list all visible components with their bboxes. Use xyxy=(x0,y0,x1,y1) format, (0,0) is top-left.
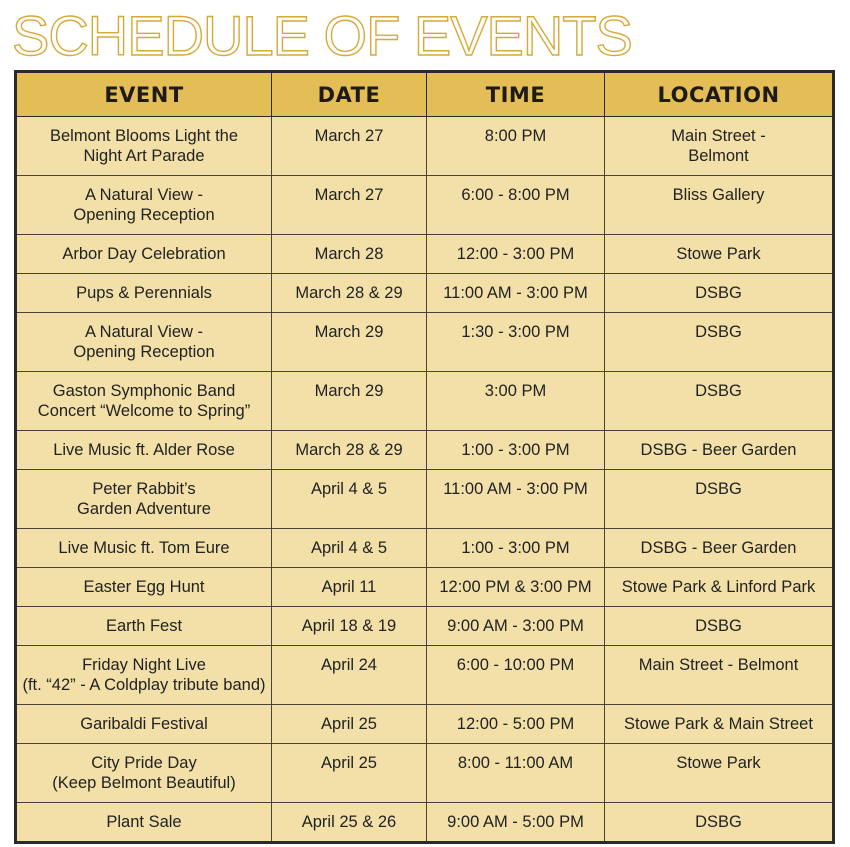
location-cell: DSBG xyxy=(605,313,834,372)
column-header-location: LOCATION xyxy=(605,72,834,117)
table-row xyxy=(16,744,834,803)
time-cell: 12:00 - 3:00 PM xyxy=(427,235,605,274)
location-cell: DSBG xyxy=(605,372,834,431)
table-row xyxy=(16,529,834,568)
time-cell: 1:30 - 3:00 PM xyxy=(427,313,605,372)
date-cell: March 27 xyxy=(272,117,427,176)
table-row xyxy=(16,176,834,235)
location-cell: Stowe Park xyxy=(605,744,834,803)
date-cell: March 29 xyxy=(272,313,427,372)
date-cell: April 4 & 5 xyxy=(272,529,427,568)
table-row xyxy=(16,803,834,843)
event-cell: A Natural View - Opening Reception xyxy=(16,176,272,235)
time-cell: 8:00 - 11:00 AM xyxy=(427,744,605,803)
event-cell: Gaston Symphonic Band Concert “Welcome to Spring” xyxy=(16,372,272,431)
table-row xyxy=(16,117,834,176)
date-cell: March 27 xyxy=(272,176,427,235)
event-cell: Earth Fest xyxy=(16,607,272,646)
event-cell: Arbor Day Celebration xyxy=(16,235,272,274)
table-body xyxy=(16,117,834,843)
time-cell: 11:00 AM - 3:00 PM xyxy=(427,274,605,313)
location-cell: DSBG - Beer Garden xyxy=(605,431,834,470)
event-cell: Peter Rabbit’s Garden Adventure xyxy=(16,470,272,529)
time-cell: 9:00 AM - 3:00 PM xyxy=(427,607,605,646)
location-cell: DSBG xyxy=(605,803,834,843)
time-cell: 12:00 PM & 3:00 PM xyxy=(427,568,605,607)
table-header xyxy=(16,72,834,117)
table-row xyxy=(16,568,834,607)
table-row xyxy=(16,705,834,744)
location-cell: DSBG xyxy=(605,470,834,529)
time-cell: 6:00 - 8:00 PM xyxy=(427,176,605,235)
column-header-time: TIME xyxy=(427,72,605,117)
page-title: SCHEDULE OF EVENTS xyxy=(12,4,632,67)
date-cell: March 29 xyxy=(272,372,427,431)
date-cell: March 28 & 29 xyxy=(272,431,427,470)
table-row xyxy=(16,470,834,529)
column-header-date: DATE xyxy=(272,72,427,117)
date-cell: April 25 xyxy=(272,744,427,803)
event-cell: Pups & Perennials xyxy=(16,274,272,313)
time-cell: 3:00 PM xyxy=(427,372,605,431)
location-cell: Bliss Gallery xyxy=(605,176,834,235)
location-cell: Stowe Park & Linford Park xyxy=(605,568,834,607)
event-cell: Plant Sale xyxy=(16,803,272,843)
location-cell: Stowe Park & Main Street xyxy=(605,705,834,744)
date-cell: April 4 & 5 xyxy=(272,470,427,529)
event-cell: Live Music ft. Tom Eure xyxy=(16,529,272,568)
time-cell: 1:00 - 3:00 PM xyxy=(427,431,605,470)
event-cell: Live Music ft. Alder Rose xyxy=(16,431,272,470)
location-cell: DSBG - Beer Garden xyxy=(605,529,834,568)
location-cell: DSBG xyxy=(605,274,834,313)
event-cell: City Pride Day (Keep Belmont Beautiful) xyxy=(16,744,272,803)
event-cell: A Natural View - Opening Reception xyxy=(16,313,272,372)
table-row xyxy=(16,372,834,431)
time-cell: 12:00 - 5:00 PM xyxy=(427,705,605,744)
time-cell: 8:00 PM xyxy=(427,117,605,176)
date-cell: April 24 xyxy=(272,646,427,705)
event-cell: Easter Egg Hunt xyxy=(16,568,272,607)
date-cell: March 28 & 29 xyxy=(272,274,427,313)
table-row xyxy=(16,235,834,274)
location-cell: Main Street - Belmont xyxy=(605,117,834,176)
date-cell: April 25 & 26 xyxy=(272,803,427,843)
schedule-table xyxy=(14,70,835,844)
location-cell: Main Street - Belmont xyxy=(605,646,834,705)
date-cell: April 25 xyxy=(272,705,427,744)
event-cell: Belmont Blooms Light the Night Art Parade xyxy=(16,117,272,176)
table-row xyxy=(16,313,834,372)
time-cell: 6:00 - 10:00 PM xyxy=(427,646,605,705)
time-cell: 1:00 - 3:00 PM xyxy=(427,529,605,568)
table-row xyxy=(16,607,834,646)
time-cell: 11:00 AM - 3:00 PM xyxy=(427,470,605,529)
event-cell: Garibaldi Festival xyxy=(16,705,272,744)
table-row xyxy=(16,431,834,470)
time-cell: 9:00 AM - 5:00 PM xyxy=(427,803,605,843)
date-cell: April 11 xyxy=(272,568,427,607)
date-cell: March 28 xyxy=(272,235,427,274)
event-cell: Friday Night Live (ft. “42” - A Coldplay tribute band) xyxy=(16,646,272,705)
table-row xyxy=(16,646,834,705)
table-row xyxy=(16,274,834,313)
location-cell: DSBG xyxy=(605,607,834,646)
header-row xyxy=(16,72,834,117)
date-cell: April 18 & 19 xyxy=(272,607,427,646)
location-cell: Stowe Park xyxy=(605,235,834,274)
column-header-event: EVENT xyxy=(16,72,272,117)
